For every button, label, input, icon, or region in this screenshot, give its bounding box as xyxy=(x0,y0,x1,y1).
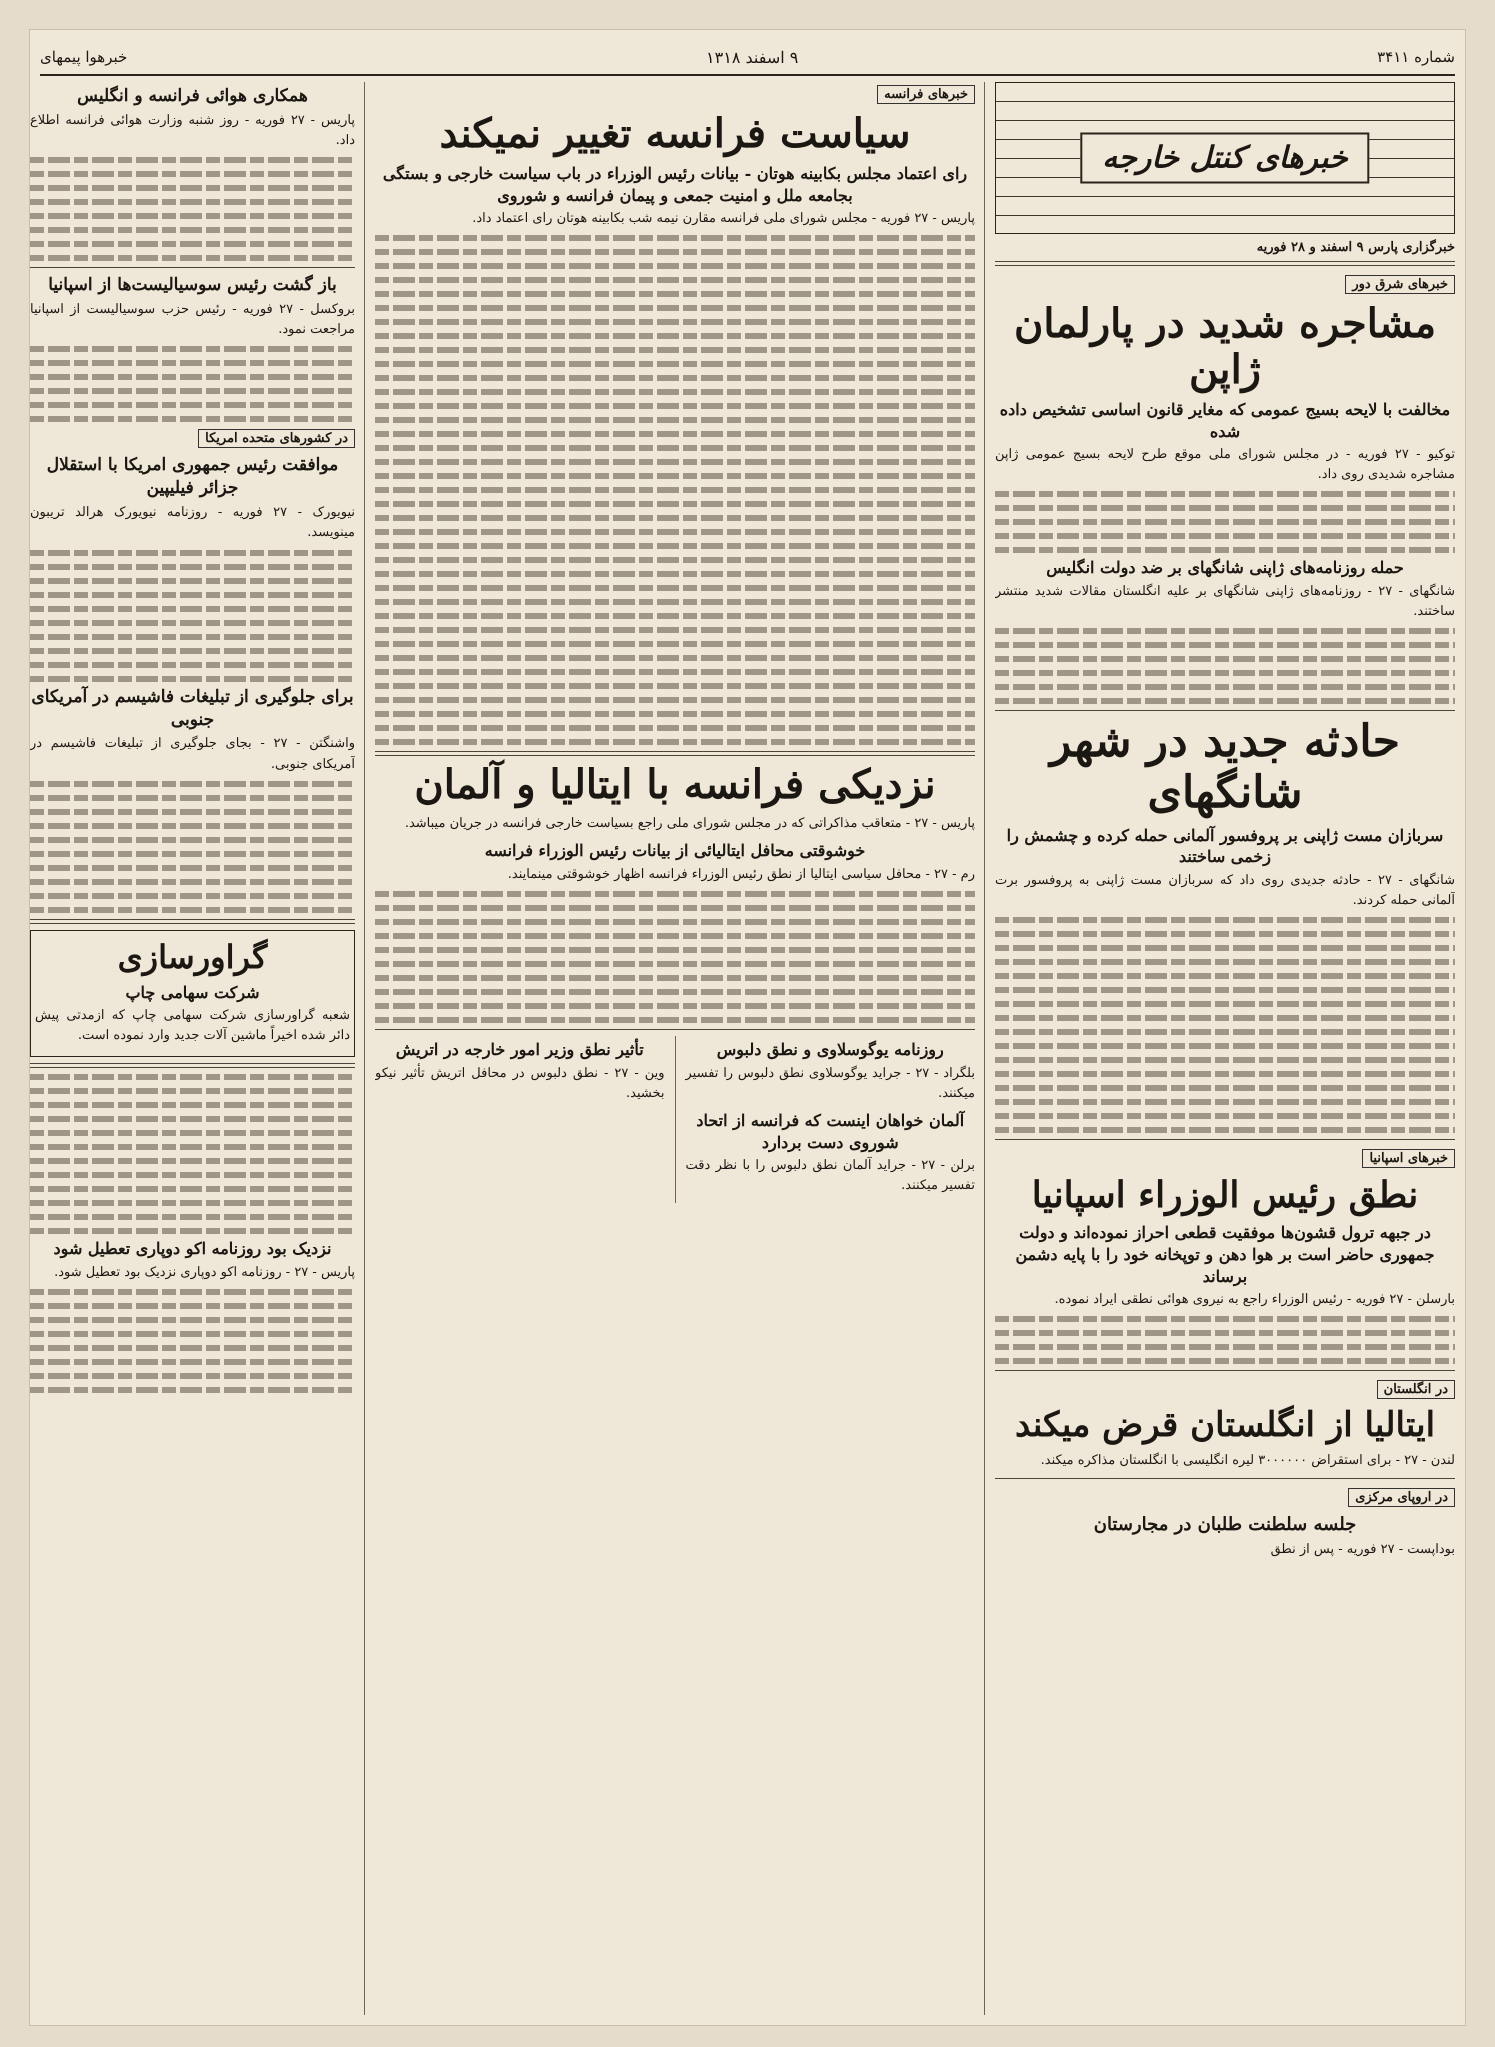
article-text-lines xyxy=(30,1074,355,1234)
newspaper-page xyxy=(30,30,1465,2025)
subheadline: روزنامه یوگوسلاوی و نطق دلبوس xyxy=(716,1040,944,1060)
column-right xyxy=(995,82,1455,2015)
article-body: شانگهای - ۲۷ - حادثه جدیدی روی داد که سربازان مست ژاپنی به پروفسور برت آلمانی حمله کردند. xyxy=(995,872,1455,908)
column-center xyxy=(375,82,975,2015)
masthead-label: خبرهوا پیمهای xyxy=(40,48,128,66)
article-body: وین - ۲۷ - نطق دلبوس در محافل اتریش تأثیر نیکو بخشید. xyxy=(375,1065,665,1101)
article-body: پاریس - ۲۷ فوریه - روز شنبه وزارت هوائی فرانسه اطلاع داد. xyxy=(30,112,355,149)
article-text-lines xyxy=(375,235,975,745)
article-text-lines xyxy=(30,346,355,422)
article-body: پاریس - ۲۷ فوریه - مجلس شورای ملی فرانسه مقارن نیمه شب بکابینه هوتان رای اعتماد داد. xyxy=(472,211,975,227)
article-text-lines xyxy=(30,1289,355,1393)
advertisement xyxy=(30,930,355,1058)
headline: جلسه سلطنت طلبان در مجارستان xyxy=(1093,1513,1357,1535)
banner-title: خبرهای کنتل خارجه xyxy=(1080,133,1369,184)
article-body: بروکسل - ۲۷ فوریه - رئیس حزب سوسیالیست از اسپانیا مراجعت نمود. xyxy=(30,302,355,338)
headline: مشاجره شدید در پارلمان ژاپن xyxy=(1013,300,1437,393)
article-body: شانگهای - ۲۷ - روزنامه‌های ژاپنی شانگهای بر علیه انگلستان مقالات شدید منتشر ساختند. xyxy=(995,584,1455,620)
article-body: برلن - ۲۷ - جراید آلمان نطق دلبوس را با نظر دقت تفسیر میکنند. xyxy=(685,1158,975,1194)
subheadline: خوشوقتی محافل ایتالیائی از بیانات رئیس الوزراء فرانسه xyxy=(484,841,866,861)
article-text-lines xyxy=(995,1316,1455,1364)
article-text-lines xyxy=(995,917,1455,1133)
article-body: بلگراد - ۲۷ - جراید یوگوسلاوی نطق دلبوس را تفسیر میکنند. xyxy=(685,1065,975,1101)
banner xyxy=(995,82,1455,234)
ad-body: شعبه گراورسازی شرکت سهامی چاپ که ازمدتی پیش دائر شده اخیراً ماشین آلات جدید وارد نموده است. xyxy=(35,1008,350,1044)
article-text-lines xyxy=(995,628,1455,704)
article-body: بارسلن - ۲۷ فوریه - رئیس الوزراء راجع به نیروی هوائی نطقی ایراد نموده. xyxy=(1054,1292,1455,1308)
article-body: بوداپست - ۲۷ فوریه - پس از نطق xyxy=(1270,1541,1455,1557)
subheadline: آلمان خواهان اینست که فرانسه از اتحاد شوروی دست بردارد xyxy=(696,1111,965,1152)
subheadline: سربازان مست ژاپنی بر پروفسور آلمانی حمله کرده و چشمش را زخمی ساختند xyxy=(1006,825,1444,867)
subheadline: مخالفت با لایحه بسیج عمومی که مغایر قانون اساسی تشخیص داده شده xyxy=(999,400,1451,441)
subheadline: حمله روزنامه‌های ژاپنی شانگهای بر ضد دولت انگلیس xyxy=(1046,558,1404,578)
masthead xyxy=(40,40,1455,76)
article-text-lines xyxy=(30,157,355,261)
subheadline: در جبهه ترول قشون‌ها موفقیت قطعی احراز نموده‌اند و دولت جمهوری حاضر است بر هوا دهن و توپخانه خود را با پایه دشمن برساند xyxy=(1015,1223,1435,1286)
issue-number: شماره ۳۴۱۱ xyxy=(1377,48,1455,66)
dateline: خبرگزاری پارس ۹ اسفند و ۲۸ فوریه xyxy=(1256,240,1455,255)
article-text-lines xyxy=(30,781,355,913)
article-body: پاریس - ۲۷ - روزنامه اکو دوپاری نزدیک بود تعطیل شود. xyxy=(54,1265,355,1281)
headline: برای جلوگیری از تبلیغات فاشیسم در آمریکای جنوبی xyxy=(31,686,354,730)
section-label: در انگلستان xyxy=(1377,1380,1455,1399)
headline: نطق رئیس الوزراء اسپانیا xyxy=(1031,1174,1419,1216)
article-text-lines xyxy=(30,550,355,682)
article-body: واشنگتن - ۲۷ - بجای جلوگیری از تبلیغات فاشیسم در آمریکای جنوبی. xyxy=(30,736,355,772)
section-label: در اروپای مرکزی xyxy=(1348,1488,1455,1507)
ad-title: گراورسازی xyxy=(117,937,268,976)
headline: موافقت رئیس جمهوری امریکا با استقلال جزائر فیلیپین xyxy=(46,455,339,499)
issue-date: ۹ اسفند ۱۳۱۸ xyxy=(706,47,799,67)
headline: سیاست فرانسه تغییر نمیکند xyxy=(439,110,911,157)
section-label: خبرهای شرق دور xyxy=(1345,275,1455,294)
article-body: توکیو - ۲۷ فوریه - در مجلس شورای ملی موقع طرح لایحه بسیج عمومی ژاپن مشاجره شدیدی روی داد. xyxy=(995,447,1455,483)
ad-subtitle: شرکت سهامی چاپ xyxy=(125,982,260,1002)
headline: ایتالیا از انگلستان قرض میکند xyxy=(1014,1405,1436,1446)
headline: نزدیک بود روزنامه اکو دوپاری تعطیل شود xyxy=(53,1239,332,1259)
headline: باز گشت رئیس سوسیالیست‌ها از اسپانیا xyxy=(48,275,337,296)
article-text-lines xyxy=(995,491,1455,553)
article-body: رم - ۲۷ - محافل سیاسی ایتالیا از نطق رئیس الوزراء فرانسه اظهار خوشوقتی مینمایند. xyxy=(507,867,975,883)
section-label: خبرهای فرانسه xyxy=(877,85,975,104)
article-body: لندن - ۲۷ - برای استقراض ۳۰۰۰۰۰۰ لیره انگلیسی با انگلستان مذاکره میکند. xyxy=(1040,1453,1455,1469)
subheadline: تأثیر نطق وزیر امور خارجه در اتریش xyxy=(395,1040,644,1060)
column-left xyxy=(30,82,355,2015)
article-body: پاریس - ۲۷ - متعاقب مذاکراتی که در مجلس شورای ملی راجع بسیاست خارجی فرانسه در جریان میباشد. xyxy=(404,816,975,832)
article-body: نیویورک - ۲۷ فوریه - روزنامه نیویورک هرالد تریبون مینویسد. xyxy=(30,505,355,541)
section-label: در کشورهای متحده امریکا xyxy=(198,429,355,448)
article-text-lines xyxy=(375,891,975,1023)
headline: حادثه جدید در شهر شانگهای xyxy=(1050,716,1400,818)
subheadline: رای اعتماد مجلس بکابینه هوتان - بیانات رئیس الوزراء در باب سیاست خارجی و بستگی بجامعه ملل و امنیت جمعی و پیمان فرانسه و شوروی xyxy=(382,164,968,205)
headline: همکاری هوائی فرانسه و انگلیس xyxy=(77,86,308,106)
headline: نزدیکی فرانسه با ایتالیا و آلمان xyxy=(414,761,936,809)
section-label: خبرهای اسپانیا xyxy=(1362,1149,1455,1168)
